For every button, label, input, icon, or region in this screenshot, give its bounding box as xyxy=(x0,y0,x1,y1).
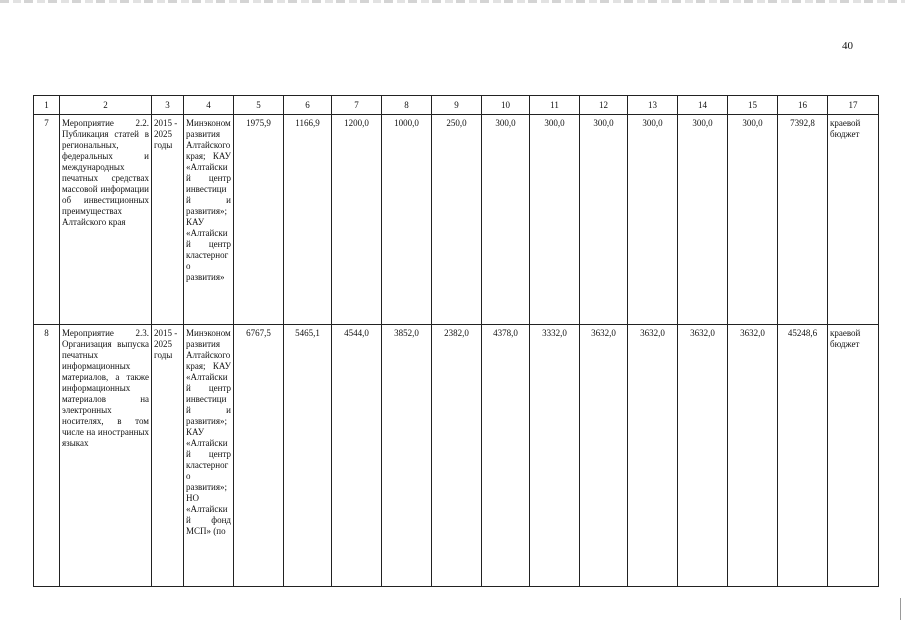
funding-value: 300,0 xyxy=(530,115,580,325)
responsible-executors: Минэкономразвития Алтайского края; КАУ «Алтайский центр инвестиций и развития»; КАУ «Алтайский центр кластерного развития»; НО «Алтайский фонд МСП» (по xyxy=(184,325,234,587)
funding-source: краевой бюджет xyxy=(828,325,879,587)
funding-value: 300,0 xyxy=(482,115,530,325)
scan-edge-mark xyxy=(900,598,901,620)
funding-value: 3632,0 xyxy=(678,325,728,587)
activity-name: Мероприятие 2.3. Организация выпуска печатных информационных материалов, а также информационных материалов на электронных носителях, в том числе на иностранных языках xyxy=(60,325,152,587)
column-number: 15 xyxy=(728,96,778,115)
funding-total: 45248,6 xyxy=(778,325,828,587)
column-number: 5 xyxy=(234,96,284,115)
funding-total: 7392,8 xyxy=(778,115,828,325)
funding-value: 300,0 xyxy=(678,115,728,325)
activity-name: Мероприятие 2.2. Публикация статей в региональных, федеральных и международных печатных средствах массовой информации об инвестиционных преимуществах Алтайского края xyxy=(60,115,152,325)
column-number: 17 xyxy=(828,96,879,115)
column-number: 12 xyxy=(580,96,628,115)
funding-value: 300,0 xyxy=(628,115,678,325)
funding-value: 1000,0 xyxy=(382,115,432,325)
funding-value: 3632,0 xyxy=(728,325,778,587)
funding-value: 5465,1 xyxy=(284,325,332,587)
program-activities-table xyxy=(33,95,879,587)
funding-value: 2382,0 xyxy=(432,325,482,587)
funding-value: 3632,0 xyxy=(580,325,628,587)
column-number: 7 xyxy=(332,96,382,115)
funding-value: 3332,0 xyxy=(530,325,580,587)
table-row xyxy=(34,115,879,325)
scan-top-edge xyxy=(0,0,905,3)
column-number: 2 xyxy=(60,96,152,115)
responsible-executors: Минэкономразвития Алтайского края; КАУ «Алтайский центр инвестиций и развития»; КАУ «Алтайский центр кластерного развития» xyxy=(184,115,234,325)
column-number: 6 xyxy=(284,96,332,115)
activity-period: 2015 - 2025 годы xyxy=(152,325,184,587)
funding-value: 1975,9 xyxy=(234,115,284,325)
funding-value: 1166,9 xyxy=(284,115,332,325)
funding-value: 3852,0 xyxy=(382,325,432,587)
column-number: 11 xyxy=(530,96,580,115)
column-number: 3 xyxy=(152,96,184,115)
row-number: 8 xyxy=(34,325,60,587)
funding-value: 4378,0 xyxy=(482,325,530,587)
funding-value: 6767,5 xyxy=(234,325,284,587)
funding-value: 1200,0 xyxy=(332,115,382,325)
funding-value: 250,0 xyxy=(432,115,482,325)
row-number: 7 xyxy=(34,115,60,325)
column-number-row xyxy=(34,96,879,115)
column-number: 8 xyxy=(382,96,432,115)
column-number: 16 xyxy=(778,96,828,115)
page-number: 40 xyxy=(842,40,853,52)
funding-value: 3632,0 xyxy=(628,325,678,587)
activity-period: 2015 - 2025 годы xyxy=(152,115,184,325)
funding-value: 300,0 xyxy=(580,115,628,325)
funding-value: 4544,0 xyxy=(332,325,382,587)
table-row xyxy=(34,325,879,587)
column-number: 9 xyxy=(432,96,482,115)
column-number: 13 xyxy=(628,96,678,115)
funding-value: 300,0 xyxy=(728,115,778,325)
column-number: 14 xyxy=(678,96,728,115)
column-number: 1 xyxy=(34,96,60,115)
column-number: 10 xyxy=(482,96,530,115)
funding-source: краевой бюджет xyxy=(828,115,879,325)
column-number: 4 xyxy=(184,96,234,115)
